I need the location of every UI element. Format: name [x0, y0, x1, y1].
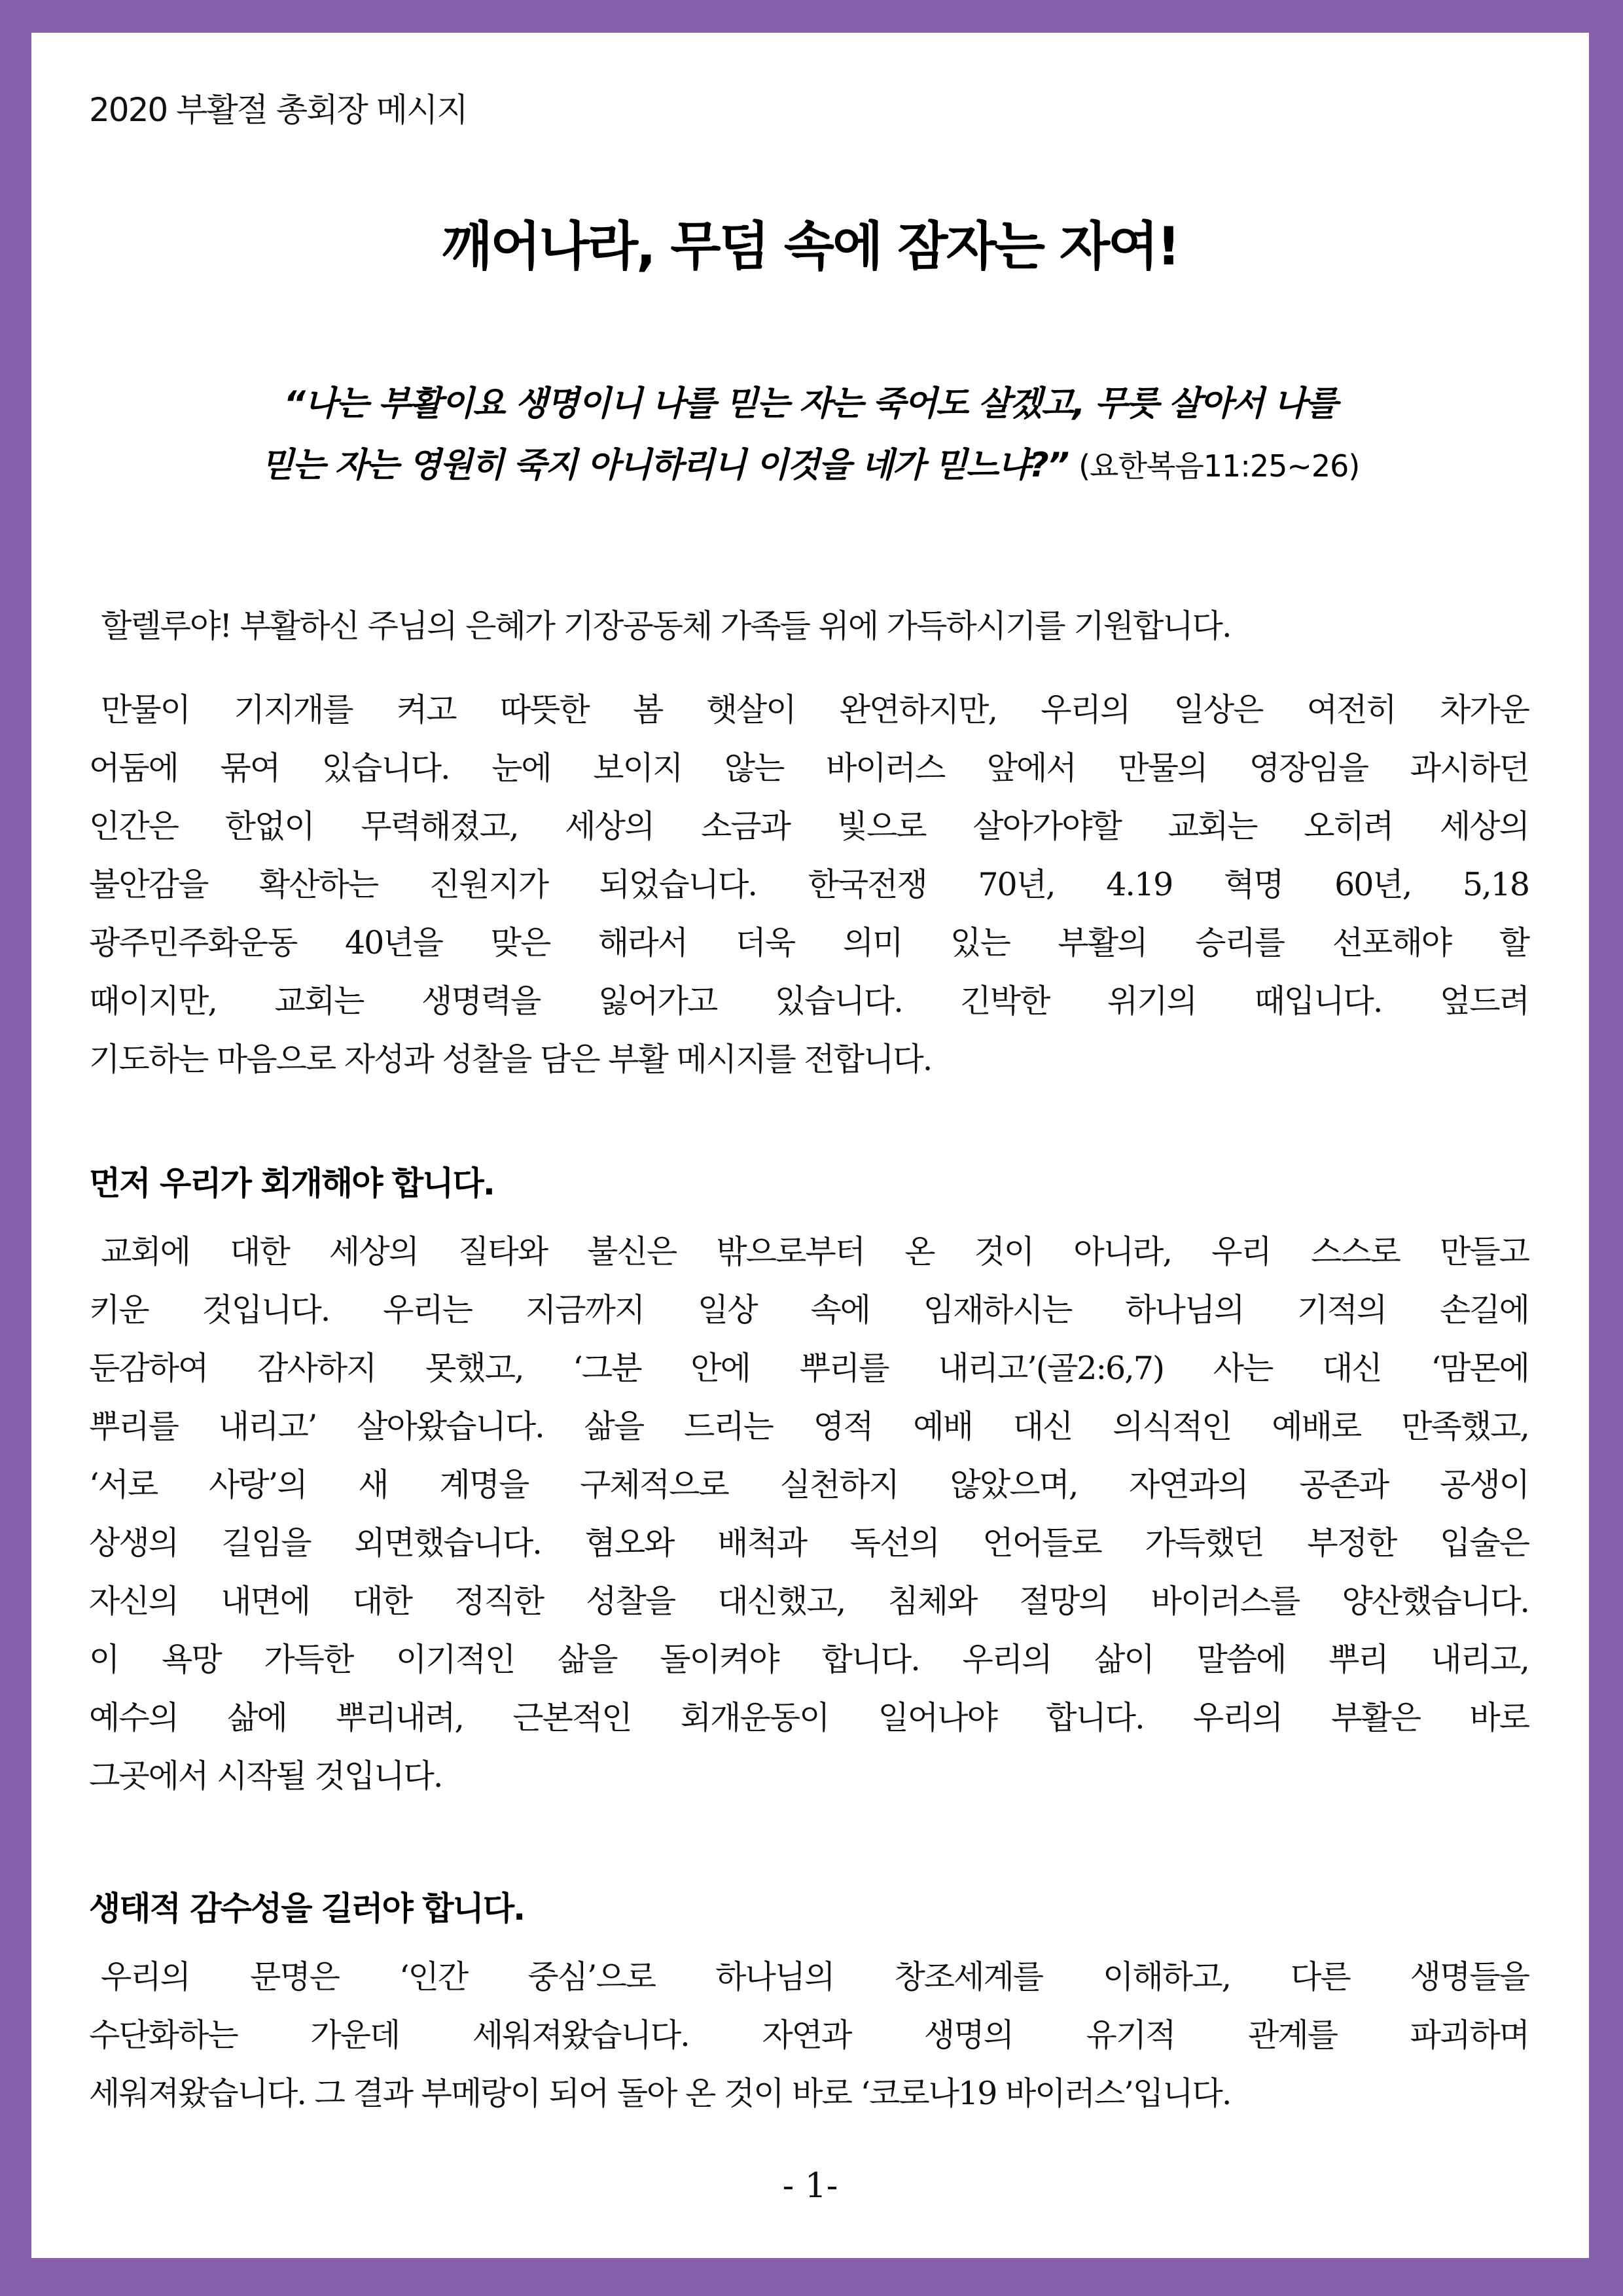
greeting-line: 할렐루야! 부활하신 주님의 은혜가 기장공동체 가족들 위에 가득하시기를 기원합니다.	[101, 607, 1231, 645]
repentance-paragraph	[89, 1223, 1529, 1805]
document-title: 깨어나라, 무덤 속에 잠자는 자여!	[442, 216, 1179, 277]
paragraph-line: 어둠에 묶여 있습니다. 눈에 보이지 않는 바이러스 앞에서 만물의 영장임을 과시하던	[89, 749, 1529, 787]
section-heading-repentance: 먼저 우리가 회개해야 합니다.	[89, 1164, 494, 1202]
paragraph-line: 불안감을 확산하는 진원지가 되었습니다. 한국전쟁 70년, 4.19 혁명 60년, 5,18	[89, 866, 1529, 903]
scripture-quote	[31, 373, 1589, 497]
paragraph-line: 이 욕망 가득한 이기적인 삶을 돌이켜야 합니다. 우리의 삶이 말씀에 뿌리 내리고,	[89, 1641, 1529, 1678]
greeting-paragraph	[89, 597, 1529, 655]
paragraph-line: 키운 것입니다. 우리는 지금까지 일상 속에 임재하시는 하나님의 기적의 손길에	[89, 1291, 1529, 1329]
paragraph-line: 세워져왔습니다. 그 결과 부메랑이 되어 돌아 온 것이 바로 ‘코로나19 바이러스’입니다.	[89, 2075, 1231, 2112]
paragraph-line: 광주민주화운동 40년을 맞은 해라서 더욱 의미 있는 부활의 승리를 선포해야 할	[89, 924, 1529, 961]
paragraph-line: 예수의 삶에 뿌리내려, 근본적인 회개운동이 일어나야 합니다. 우리의 부활은 바로	[89, 1699, 1529, 1736]
page-number: - 1-	[782, 2166, 838, 2206]
ecology-paragraph	[89, 1948, 1529, 2123]
paragraph-line: 기도하는 마음으로 자성과 성찰을 담은 부활 메시지를 전합니다.	[89, 1041, 932, 1078]
paragraph-line: 우리의 문명은 ‘인간 중심’으로 하나님의 창조세계를 이해하고, 다른 생명들을	[101, 1958, 1529, 1996]
paragraph-line: 둔감하여 감사하지 못했고, ‘그분 안에 뿌리를 내리고’(골2:6,7) 사는 대신 ‘맘몬에	[89, 1350, 1529, 1387]
paragraph-line: 그곳에서 시작될 것입니다.	[89, 1757, 442, 1795]
paragraph-line: ‘서로 사랑’의 새 계명을 구체적으로 실천하지 않았으며, 자연과의 공존과 공생이	[89, 1466, 1529, 1503]
document-header: 2020 부활절 총회장 메시지	[89, 91, 467, 129]
section-heading-ecology: 생태적 감수성을 길러야 합니다.	[89, 1890, 525, 1928]
scripture-quote-line-1: “나는 부활이요 생명이니 나를 믿는 자는 죽어도 살겠고, 무릇 살아서 나를	[283, 384, 1337, 423]
scripture-quote-line-2	[31, 435, 1589, 497]
paragraph-line: 뿌리를 내리고’ 살아왔습니다. 삶을 드리는 영적 예배 대신 의식적인 예배로 만족했고,	[89, 1408, 1529, 1445]
document-page	[31, 33, 1589, 2258]
scripture-quote-text: 믿는 자는 영원히 죽지 아니하리니 이것을 네가 믿느냐?”	[260, 446, 1069, 485]
paragraph-line: 만물이 기지개를 켜고 따뜻한 봄 햇살이 완연하지만, 우리의 일상은 여전히 차가운	[101, 691, 1529, 728]
paragraph-line: 교회에 대한 세상의 질타와 불신은 밖으로부터 온 것이 아니라, 우리 스스로 만들고	[101, 1233, 1529, 1270]
paragraph-line: 때이지만, 교회는 생명력을 잃어가고 있습니다. 긴박한 위기의 때입니다. 엎드려	[89, 982, 1529, 1020]
scripture-reference: (요한복음11:25~26)	[1079, 448, 1360, 484]
paragraph-line: 자신의 내면에 대한 정직한 성찰을 대신했고, 침체와 절망의 바이러스를 양산했습니다.	[89, 1583, 1529, 1620]
paragraph-line: 인간은 한없이 무력해졌고, 세상의 소금과 빛으로 살아가야할 교회는 오히려 세상의	[89, 808, 1529, 845]
paragraph-line: 상생의 길임을 외면했습니다. 혐오와 배척과 독선의 언어들로 가득했던 부정한 입술은	[89, 1524, 1529, 1562]
paragraph-line: 수단화하는 가운데 세워져왔습니다. 자연과 생명의 유기적 관계를 파괴하며	[89, 2017, 1529, 2054]
intro-paragraph	[89, 681, 1529, 1088]
